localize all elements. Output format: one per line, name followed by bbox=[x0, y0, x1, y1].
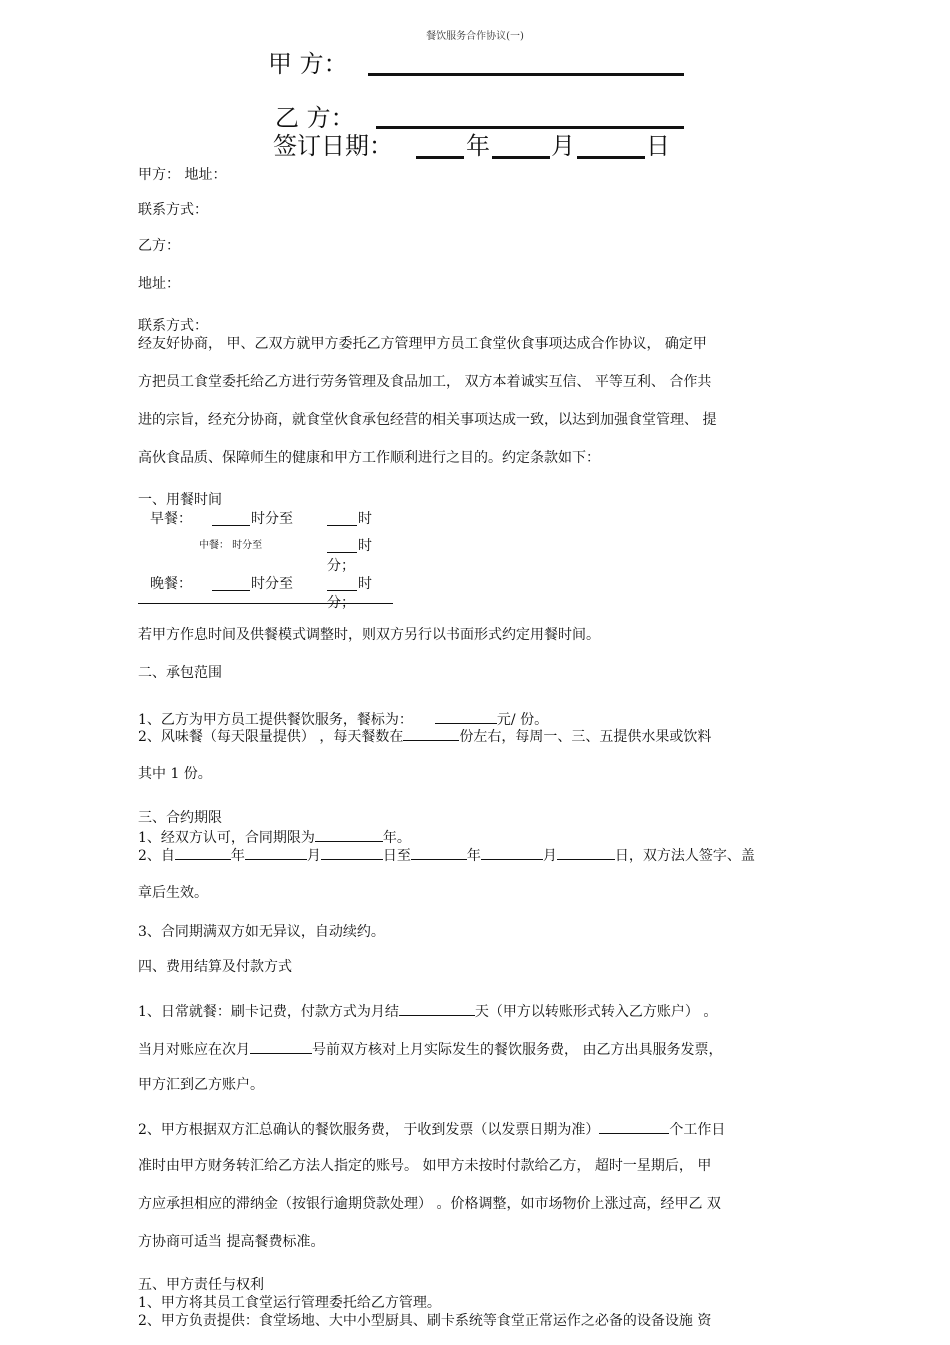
meal-price-blank bbox=[435, 709, 497, 724]
day-label: 日 bbox=[646, 132, 670, 160]
s3-item-2-end: 日，双方法人签字、盖 bbox=[614, 848, 755, 864]
s2-item-2-text: 2、风味餐（每天限量提供） ，每天餐数在 bbox=[138, 729, 404, 745]
intro-line-1: 经友好协商， 甲、乙双方就甲方委托乙方管理甲方员工食堂伙食事项达成合作协议， 确定甲 bbox=[138, 336, 707, 352]
s4-item-2-unit: 个工作日 bbox=[669, 1122, 726, 1138]
section-1-title: 一、用餐时间 bbox=[138, 492, 222, 508]
s2-item-1-unit: 元/ 份。 bbox=[496, 712, 549, 728]
intro-line-2: 方把员工食堂委托给乙方进行劳务管理及食品加工， 双方本着诚实互信、 平等互利、 合作共 bbox=[138, 374, 712, 390]
start-month-blank bbox=[245, 845, 307, 860]
s4-item-1-text: 1、日常就餐：刷卡记费，付款方式为月结 bbox=[138, 1004, 399, 1020]
lunch-end-blank bbox=[327, 552, 357, 553]
year-label: 年 bbox=[466, 132, 490, 160]
breakfast-label: 早餐： bbox=[150, 511, 192, 527]
dinner-end-blank bbox=[327, 590, 357, 591]
s4-item-1 bbox=[138, 1001, 717, 1021]
settlement-days-blank bbox=[399, 1001, 475, 1016]
breakfast-blank bbox=[212, 525, 250, 526]
breakfast-time-from: 时分至 bbox=[251, 511, 293, 527]
breakfast-hour: 时 bbox=[358, 511, 372, 527]
start-month-unit: 月 bbox=[306, 848, 321, 864]
section-3-title: 三、合约期限 bbox=[138, 810, 222, 826]
section-5-title: 五、甲方责任与权利 bbox=[138, 1277, 264, 1293]
s2-item-2 bbox=[138, 726, 711, 746]
start-year-blank bbox=[175, 845, 231, 860]
page-header: 餐饮服务合作协议(一) bbox=[426, 31, 524, 42]
party-a-blank bbox=[368, 73, 684, 76]
contact-line-1: 联系方式： bbox=[138, 202, 208, 218]
sign-date-label: 签订日期： bbox=[273, 132, 393, 160]
s4-item-2-line-2: 准时由甲方财务转汇给乙方法人指定的账号。 如甲方未按时付款给乙方， 超时一星期后， 甲 bbox=[138, 1158, 712, 1174]
s5-item-2: 2、甲方负责提供：食堂场地、大中小型厨具、刷卡系统等食堂正常运作之必备的设备设施 资 bbox=[138, 1313, 712, 1329]
start-day-blank bbox=[321, 845, 383, 860]
dinner-hour: 时 bbox=[358, 576, 372, 592]
s4-item-1-recon: 当月对账应在次月 bbox=[138, 1042, 250, 1058]
party-b-blank bbox=[376, 126, 684, 129]
breakfast-end-blank bbox=[327, 525, 357, 526]
lunch-label: 中餐： 时分至 bbox=[199, 540, 263, 551]
s2-item-2-rest: 份左右，每周一、三、五提供水果或饮料 bbox=[459, 729, 712, 745]
start-year-unit: 年 bbox=[230, 848, 245, 864]
end-day-blank bbox=[557, 845, 615, 860]
s2-item-2-cont: 其中 1 份。 bbox=[138, 766, 212, 782]
address-line: 地址： bbox=[138, 276, 180, 292]
s5-item-1: 1、甲方将其员工食堂运行管理委托给乙方管理。 bbox=[138, 1295, 441, 1311]
payment-days-blank bbox=[599, 1119, 669, 1134]
recon-date-blank bbox=[250, 1039, 312, 1054]
s4-item-2-line-4: 方协商可适当 提高餐费标准。 bbox=[138, 1234, 325, 1250]
s3-item-1-unit: 年。 bbox=[382, 830, 411, 846]
party-a-address-line: 甲方： 地址： bbox=[138, 167, 227, 183]
s3-item-2-from: 2、自 bbox=[138, 848, 175, 864]
s3-item-2-cont: 章后生效。 bbox=[138, 885, 208, 901]
month-label: 月 bbox=[551, 132, 575, 160]
s4-item-1-end: 甲方汇到乙方账户。 bbox=[138, 1077, 264, 1093]
contact-line-2: 联系方式： bbox=[138, 318, 208, 334]
party-a-label: 甲 方： bbox=[268, 50, 348, 78]
intro-line-3: 进的宗旨，经充分协商，就食堂伙食承包经营的相关事项达成一致，以达到加强食堂管理、 提 bbox=[138, 412, 717, 428]
dinner-label: 晚餐： bbox=[150, 576, 192, 592]
end-year-unit: 年 bbox=[466, 848, 481, 864]
s3-item-3: 3、合同期满双方如无异议，自动续约。 bbox=[138, 924, 385, 940]
section-2-title: 二、承包范围 bbox=[138, 665, 222, 681]
s4-item-1-cont bbox=[138, 1039, 722, 1059]
end-month-unit: 月 bbox=[542, 848, 557, 864]
dinner-blank bbox=[212, 590, 250, 591]
s4-item-2-text: 2、甲方根据双方汇总确认的餐饮服务费， 于收到发票（以发票日期为准） bbox=[138, 1122, 600, 1138]
month-blank bbox=[492, 156, 550, 159]
s4-item-1-rest: 天（甲方以转账形式转入乙方账户） 。 bbox=[474, 1004, 718, 1020]
party-b-label: 乙 方： bbox=[275, 104, 355, 132]
party-b-line: 乙方： bbox=[138, 238, 180, 254]
flavor-meal-count-blank bbox=[403, 726, 459, 741]
year-blank bbox=[416, 156, 464, 159]
s2-item-1-text: 1、乙方为甲方员工提供餐饮服务，餐标为： bbox=[138, 712, 413, 728]
dinner-minute: 分； bbox=[327, 595, 355, 611]
section-4-title: 四、费用结算及付款方式 bbox=[138, 959, 292, 975]
dinner-time-from: 时分至 bbox=[251, 576, 293, 592]
s4-item-1-recon-rest: 号前双方核对上月实际发生的餐饮服务费， 由乙方出具服务发票， bbox=[312, 1042, 723, 1058]
section-1-rule bbox=[138, 603, 393, 604]
meal-time-note: 若甲方作息时间及供餐模式调整时，则双方另行以书面形式约定用餐时间。 bbox=[138, 627, 600, 643]
end-year-blank bbox=[411, 845, 467, 860]
contract-years-blank bbox=[315, 827, 383, 842]
s3-item-1 bbox=[138, 827, 411, 847]
s3-item-1-text: 1、经双方认可，合同期限为 bbox=[138, 830, 315, 846]
end-month-blank bbox=[481, 845, 543, 860]
s4-item-2-line-3: 方应承担相应的滞纳金（按银行逾期贷款处理） 。价格调整，如市场物价上涨过高，经甲乙 双 bbox=[138, 1196, 721, 1212]
lunch-hour: 时 bbox=[358, 538, 372, 554]
start-day-unit: 日至 bbox=[382, 848, 411, 864]
lunch-minute: 分； bbox=[327, 558, 355, 574]
intro-line-4: 高伙食品质、保障师生的健康和甲方工作顺利进行之目的。约定条款如下： bbox=[138, 450, 600, 466]
s4-item-2 bbox=[138, 1119, 725, 1139]
s3-item-2 bbox=[138, 845, 755, 865]
day-blank bbox=[577, 156, 645, 159]
